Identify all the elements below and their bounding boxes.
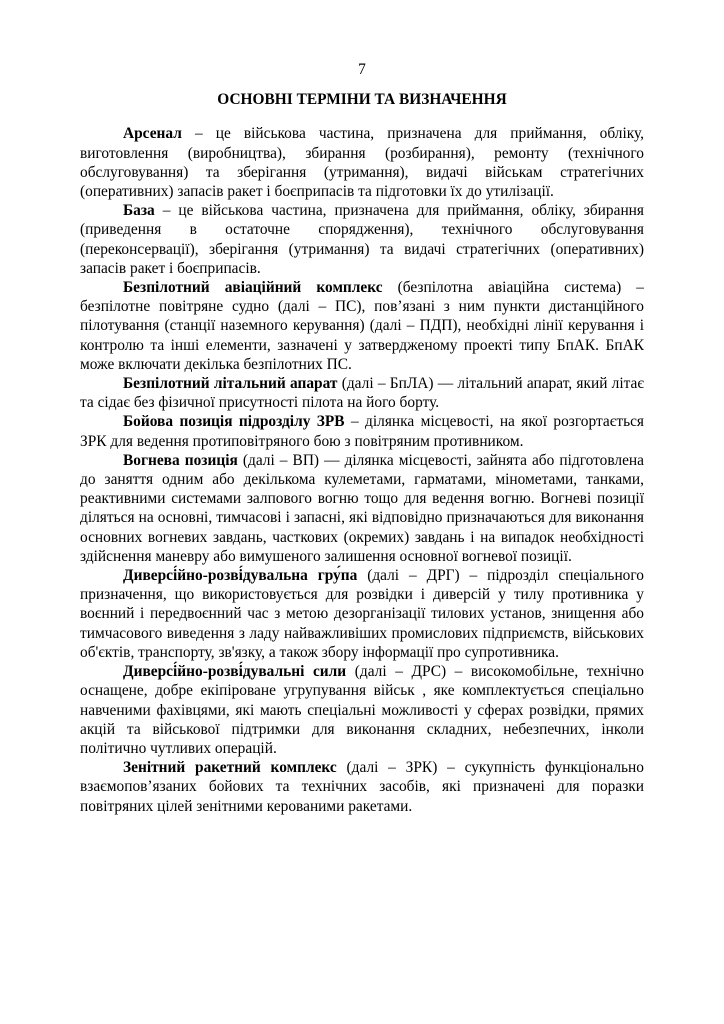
definition-entry [80,566,644,662]
definition-entry [80,662,644,758]
definition-entry [80,124,644,201]
term: Диверсі́йно-розві́дувальна гру́па [123,567,358,585]
definition-entry [80,758,644,816]
definition: (безпілотна авіаційна система) – безпілотне повітряне судно (далі – ПС), пов’язані з ним пункти дистанційного пілотування (станції наземного керування) (далі – ПДП), необхідні лінії керування і контролю та інші елементи, зазначені у затвердженому проекті типу БпАК. БпАК може включати декілька безпілотних ПС. [80,279,644,373]
definition: – ділянка місцевості, на якої розгортається ЗРК для ведення протиповітряного бою з повітряним противником. [80,413,644,450]
page-title: ОСНОВНІ ТЕРМІНИ ТА ВИЗНАЧЕННЯ [217,91,507,109]
definition-entry [80,451,644,566]
page-number: 7 [358,61,366,78]
definition: – це військова частина, призначена для приймання, обліку, збирання (приведення в остаточне спорядження), технічного обслуговування (переконсервації), зберігання (утримання) та видачі стратегічних (оперативних) запасів ракет і боєприпасів. [80,202,644,277]
term: Зенітний ракетний комплекс [123,759,337,777]
definition: (далі – ДРС) – високомобільне, технічно оснащене, добре екіпіроване угрупування військ , яке комплектується спеціально навченими фахівцями, які мають спеціальні можливості у сферах розвідки, прямих акцій та військової підтримки для виконання складних, небезпечних, інколи політично чутливих операцій. [80,663,645,757]
term: Арсенал [123,125,182,143]
definition: (далі – БпЛА) — літальний апарат, який літає та сідає без фізичної присутності пілота на його борту. [80,375,644,412]
definition: (далі – ЗРК) – сукупність функціонально взаємопов’язаних бойових та технічних засобів, які призначені для поразки повітряних цілей зенітними керованими ракетами. [80,759,644,815]
definition-entry [80,278,644,374]
term: Диверсі́йно-розві́дувальні сили [123,663,347,681]
definition: (далі – ВП) — ділянка місцевості, зайнята або підготовлена до заняття одним або декількома кулеметами, гарматами, мінометами, танками, реактивними системами залпового вогню тощо для ведення вогню. Вогневі позиції діляться на основні, тимчасові і запасні, які відповідно призначаються для виконання основних вогневих завдань, часткових (окремих) завдань і на випадок необхідності здійснення маневру або вимушеного залишення основної вогневої позиції. [80,451,644,565]
definition-entry [80,374,644,412]
definition-entry [80,412,644,450]
definition: (далі – ДРГ) – підрозділ спеціального призначення, що використовується для розвідки і диверсій у тилу противника у воєнний і передвоєнний час з метою дезорганізації тилових установ, знищення або тимчасового виведення з ладу найважливіших промислових підприємств, військових об'єктів, транспорту, зв'язку, а також збору інформації про супротивника. [80,567,644,661]
definition: – це військова частина, призначена для приймання, обліку, виготовлення (виробництва), збирання (розбирання), ремонту (технічного обслуговування) та зберігання (утримання), видачі військам стратегічних (оперативних) запасів ракет і боєприпасів та підготовки їх до утилізації. [80,125,644,201]
term: Безпілотний літальний апарат [123,375,338,393]
term: Вогнева позиція [123,451,238,469]
term: Бойова позиція підрозділу ЗРВ [123,413,345,431]
definition-entry [80,201,644,278]
term: База [123,202,155,220]
term: Безпілотний авіаційний комплекс [123,279,383,297]
